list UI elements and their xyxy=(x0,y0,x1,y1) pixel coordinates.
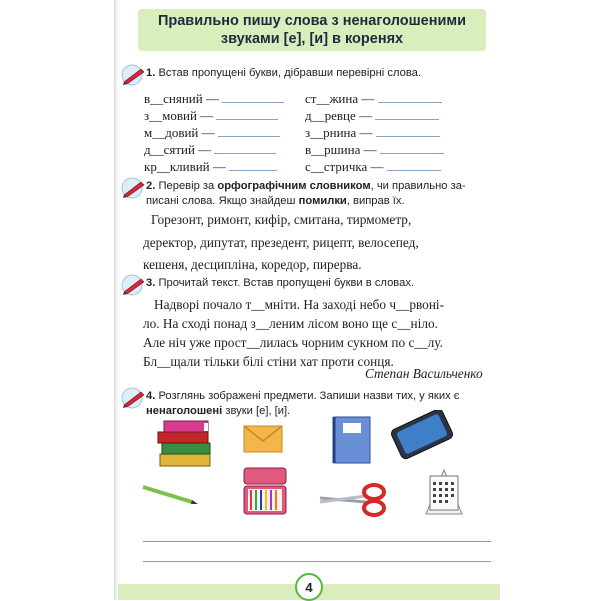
word-left: д__сятий — xyxy=(144,142,212,157)
task-2-text-c: писані слова. Якщо знайдеш xyxy=(146,194,299,207)
word-left: кр__кливий — xyxy=(144,159,226,174)
books-image xyxy=(156,418,216,470)
task-1-row xyxy=(305,108,439,124)
answer-blank[interactable] xyxy=(380,152,444,154)
answer-blank[interactable] xyxy=(216,118,278,120)
task-3-instruction xyxy=(146,276,414,291)
pencil-icon xyxy=(121,387,147,409)
task-1-row xyxy=(305,91,442,107)
text-line: Але ніч уже прост__лилась чорним сукном по с__лу. xyxy=(143,335,443,350)
task-4-bold-unstressed: ненаголошені xyxy=(146,404,223,417)
task-1-row xyxy=(305,159,441,175)
task-4-number: 4. xyxy=(146,390,156,402)
task-2-text-a: Перевір за xyxy=(158,180,218,192)
answer-blank[interactable] xyxy=(229,169,277,171)
task-2-bold-errors: помилки xyxy=(298,194,347,207)
task-1-row xyxy=(305,142,444,158)
text-line: Надворі почало т__мніти. На заході небо ч__рвоні- xyxy=(154,297,445,312)
word-left: з__мовий — xyxy=(144,108,214,123)
word-right: в__ршина — xyxy=(305,142,377,157)
task-3-number: 3. xyxy=(146,277,156,289)
word-right: д__ревце — xyxy=(305,108,372,123)
page-number: 4 xyxy=(295,573,323,601)
task-2-instruction xyxy=(146,179,466,208)
answer-blank[interactable] xyxy=(387,169,441,171)
task-1-row xyxy=(144,142,276,158)
answer-blank[interactable] xyxy=(218,135,280,137)
author-name: Степан Васильченко xyxy=(365,366,483,381)
answer-blank[interactable] xyxy=(375,118,439,120)
task-1-row xyxy=(144,159,277,175)
word-right: ст__жина — xyxy=(305,91,375,106)
task-1-number: 1. xyxy=(146,67,156,79)
answer-blank[interactable] xyxy=(222,101,284,103)
task-4-text-a: Розглянь зображені предмети. Запиши назви тих, у яких є xyxy=(158,390,460,402)
word-right: с__стричка — xyxy=(305,159,384,174)
title-line-1: Правильно пишу слова з ненаголошеними xyxy=(157,13,467,29)
task-2-number: 2. xyxy=(146,180,156,192)
smartphone-image xyxy=(386,410,456,460)
answer-blank[interactable] xyxy=(214,152,276,154)
answer-line[interactable] xyxy=(143,560,491,562)
answer-blank[interactable] xyxy=(376,135,440,137)
scissors-image xyxy=(316,480,392,518)
word-left: в__сняний — xyxy=(144,91,219,106)
misspelled-words-line: деректор, дипутат, презедент, рицепт, велосепед, xyxy=(143,235,419,250)
task-4-text-b: звуки [е], [и]. xyxy=(222,404,291,417)
task-1-row xyxy=(144,91,284,107)
pencil-icon xyxy=(121,274,147,296)
pencil-image xyxy=(140,484,200,506)
text-line: ло. На сході понад з__леним лісом воно ще с__ніло. xyxy=(143,316,438,331)
text-line: Бл__щали тільки білі стіни хат проти сонця. xyxy=(143,354,394,369)
title-line-2: звуками [е], [и] в коренях xyxy=(220,31,404,47)
pencil-case-image xyxy=(240,462,290,520)
word-left: м__довий — xyxy=(144,125,215,140)
task-3-text: Прочитай текст. Встав пропущені букви в словах. xyxy=(158,277,415,289)
task-1-row xyxy=(305,125,440,141)
misspelled-words-line: Горезонт, римонт, кифір, смитана, тирмометр, xyxy=(151,212,412,227)
answer-line[interactable] xyxy=(143,540,491,542)
notebook-image xyxy=(331,415,373,465)
misspelled-words-line: кешеня, десципліна, коредор, пирерва. xyxy=(143,257,362,272)
task-2-text-d: , виправ їх. xyxy=(346,194,405,207)
task-2-bold-dictionary: орфографічним словником xyxy=(217,180,371,192)
pencil-icon xyxy=(121,64,147,86)
task-1-instruction xyxy=(146,66,421,81)
task-1-row xyxy=(144,125,280,141)
task-2-text-b: , чи правильно за- xyxy=(370,180,466,192)
calendar-image xyxy=(420,466,468,518)
pencil-icon xyxy=(121,177,147,199)
task-1-row xyxy=(144,108,278,124)
title-banner xyxy=(138,9,486,51)
task-1-text: Встав пропущені букви, дібравши перевірні слова. xyxy=(158,67,421,79)
envelope-image xyxy=(243,425,283,455)
word-right: з__рнина — xyxy=(305,125,373,140)
workbook-page xyxy=(118,0,500,600)
answer-blank[interactable] xyxy=(378,101,442,103)
